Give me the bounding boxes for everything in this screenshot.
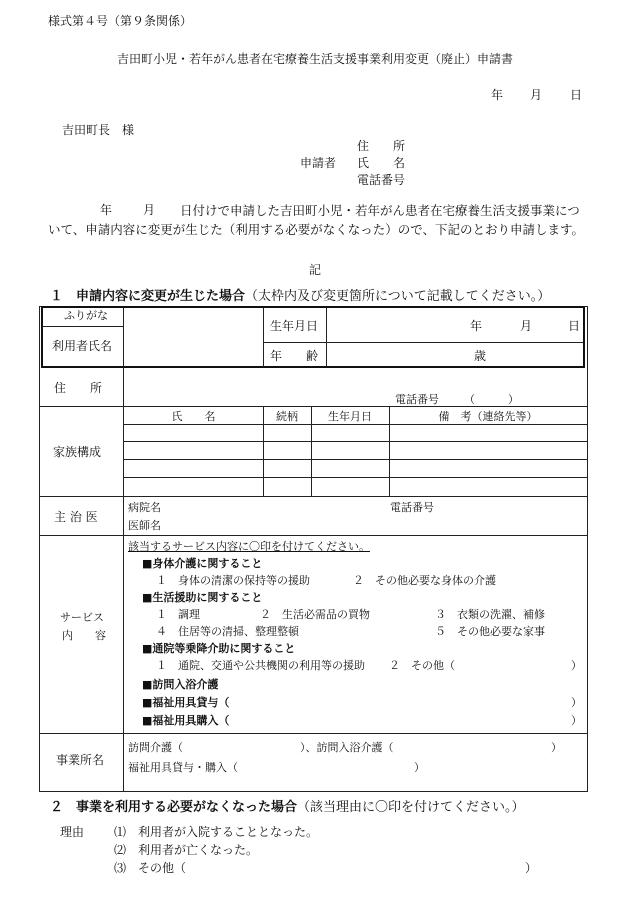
intro-text: 日付けで申請した吉田町小児・若年がん患者在宅療養生活支援事業について、申請内容に変更が生じた（利用する必要がなくなった）ので、下記のとおり申請します。 <box>48 203 585 237</box>
applicant-name-label: 氏 名 <box>357 156 406 170</box>
reason-2: ⑵ 利用者が亡くなった。 <box>114 843 259 857</box>
family-header-name: 氏 名 <box>171 410 216 423</box>
applicant-address-label: 住 所 <box>357 139 406 153</box>
life-item-5: ５ その他必要な家事 <box>435 625 545 638</box>
office-label: 事業所名 <box>56 753 105 767</box>
transport-close-paren: ） <box>571 659 582 672</box>
intro-paragraph <box>48 201 588 239</box>
doctor-name-label: 医師名 <box>128 519 161 532</box>
birth-year: 年 <box>470 319 483 333</box>
intro-year: 年 <box>100 203 113 217</box>
section2-note: （該当理由に〇印を付けてください。） <box>297 800 525 815</box>
care-heading: ■身体介護に関すること <box>142 557 263 570</box>
doctor-phone-label: 電話番号 <box>390 501 434 514</box>
life-item-1: １ 調理 <box>156 608 200 621</box>
purchase-close-paren: ） <box>571 714 582 727</box>
life-item-3: ３ 衣類の洗濯、補修 <box>435 608 545 621</box>
life-item-2: ２ 生活必需品の買物 <box>260 608 370 621</box>
office-visit-care: 訪問介護（ <box>128 741 183 754</box>
address-phone-paren: （ ） <box>464 393 519 406</box>
service-label-1: サービス <box>60 611 104 624</box>
life-heading: ■生活援助に関すること <box>142 591 263 604</box>
reason-label: 理由 <box>60 825 85 839</box>
office-visit-bath: ）、訪問入浴介護（ <box>300 741 394 754</box>
section2-heading: ２ 事業を利用する必要がなくなった場合 <box>50 800 298 815</box>
age-label: 年 齢 <box>270 349 319 363</box>
user-name-label: 利用者氏名 <box>52 339 113 353</box>
ki-marker: 記 <box>308 263 321 277</box>
family-header-relation: 続柄 <box>276 410 298 423</box>
family-header-birth: 生年月日 <box>328 410 372 423</box>
life-item-4: ４ 住居等の清掃、整理整頓 <box>156 625 299 638</box>
date-month: 月 <box>530 88 543 102</box>
applicant-label: 申請者 <box>300 156 337 170</box>
transport-heading: ■通院等乗降介助に関すること <box>142 642 296 655</box>
reason-3-close-paren: ） <box>525 861 538 875</box>
doctor-label: 主 治 医 <box>54 510 98 524</box>
office-bath-close-paren: ） <box>551 741 562 754</box>
intro-month: 月 <box>143 203 156 217</box>
family-header-notes: 備 考（連絡先等） <box>438 410 538 423</box>
rental-close-paren: ） <box>571 696 582 709</box>
service-instruction: 該当するサービス内容に〇印を付けてください。 <box>128 540 370 553</box>
family-label: 家族構成 <box>53 445 102 459</box>
purchase-service: ■福祉用具購入（ <box>142 714 230 727</box>
section1-note: （太枠内及び変更箇所について記載してください。） <box>245 289 551 304</box>
office-welfare: 福祉用具貸与・購入（ <box>128 761 238 774</box>
reason-3: ⑶ その他（ <box>114 861 187 875</box>
bath-service: ■訪問入浴介護 <box>142 678 219 691</box>
rental-service: ■福祉用具貸与（ <box>142 696 230 709</box>
date-year: 年 <box>491 88 504 102</box>
transport-item-2: ２ その他（ <box>389 659 455 672</box>
furigana-label: ふりがな <box>64 309 108 322</box>
age-unit: 歳 <box>474 349 487 363</box>
address-phone-label: 電話番号 <box>395 393 439 406</box>
birth-month: 月 <box>520 319 533 333</box>
section1-heading: １ 申請内容に変更が生じた場合 <box>50 289 246 304</box>
transport-item-1: １ 通院、交通や公共機関の利用等の援助 <box>156 659 365 672</box>
reason-1: ⑴ 利用者が入院することとなった。 <box>114 825 319 839</box>
office-welfare-close-paren: ） <box>414 761 425 774</box>
form-number: 様式第４号（第９条関係） <box>48 14 193 28</box>
date-day: 日 <box>570 88 583 102</box>
service-label-2: 内 容 <box>62 629 106 642</box>
section1-heading-row <box>50 289 550 305</box>
section2-heading-row <box>50 800 525 816</box>
birth-label: 生年月日 <box>270 319 319 333</box>
birth-day: 日 <box>568 319 581 333</box>
care-item-2: ２ その他必要な身体の介護 <box>353 574 496 587</box>
form-title: 吉田町小児・若年がん患者在宅療養生活支援事業利用変更（廃止）申請書 <box>116 52 513 66</box>
hospital-label: 病院名 <box>128 501 161 514</box>
addressee: 吉田町長 様 <box>62 123 135 137</box>
address-label: 住 所 <box>54 381 103 395</box>
applicant-phone-label: 電話番号 <box>357 173 406 187</box>
care-item-1: １ 身体の清潔の保持等の援助 <box>156 574 310 587</box>
